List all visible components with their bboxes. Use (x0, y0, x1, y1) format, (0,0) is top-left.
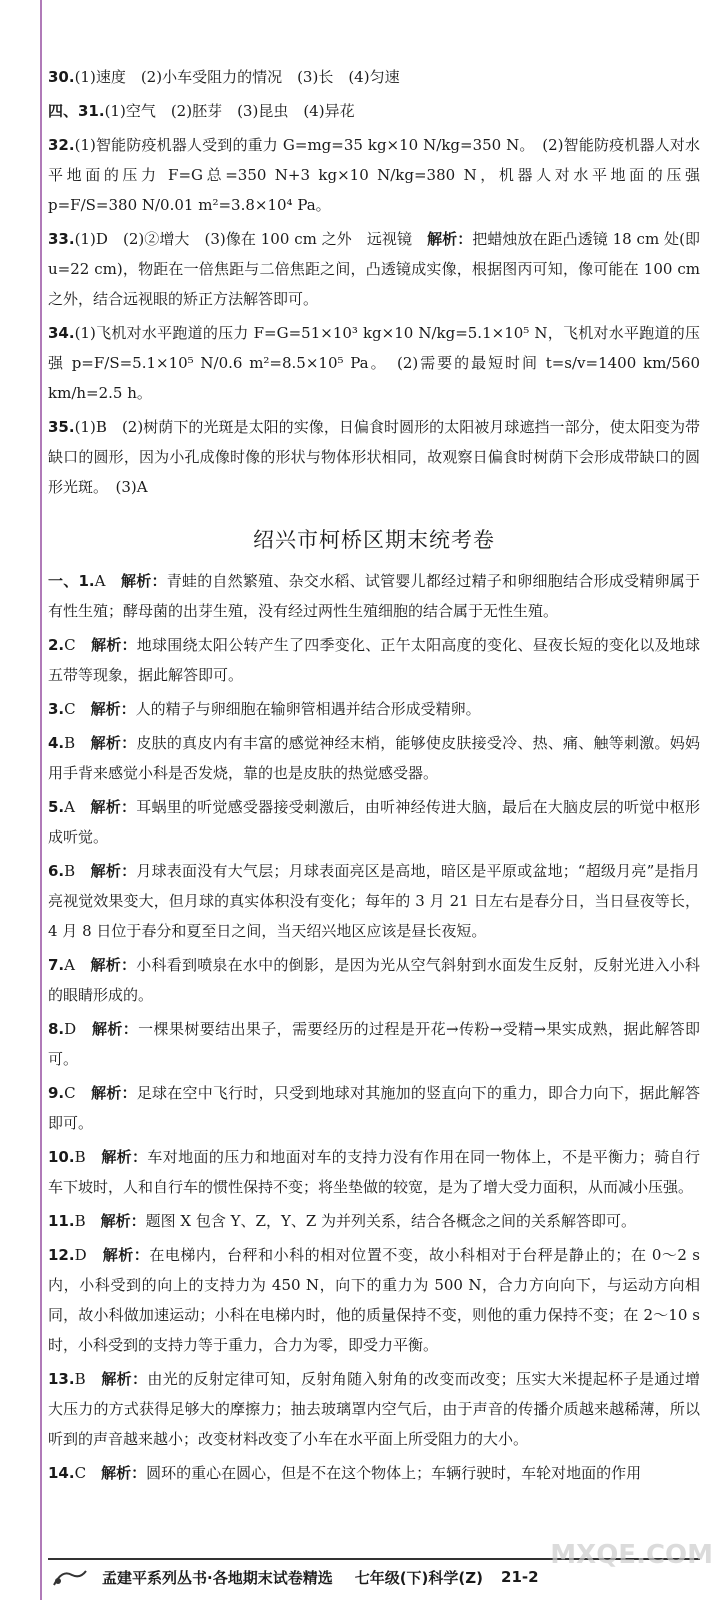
answer-item (48, 792, 700, 852)
answer-item (48, 728, 700, 788)
answer-choice: D (74, 1246, 87, 1264)
answer-item (48, 224, 700, 314)
answer-number: 2. (48, 636, 65, 654)
analysis-text: 把蜡烛放在距凸透镜 18 cm 处(即 u=22 cm)，物距在一倍焦距与二倍焦距之间，凸透镜成实像，根据图丙可知，像可能在 100 cm 之外，结合远视眼的矫正方法解答即可。 (48, 230, 700, 308)
answer-number: 5. (48, 798, 65, 816)
analysis-text: 小科看到喷泉在水中的倒影，是因为光从空气斜射到水面发生反射，反射光进入小科的眼睛形成的。 (48, 956, 700, 1004)
answer-item (48, 130, 700, 220)
analysis-label: 解析： (91, 1084, 137, 1102)
analysis-label: 解析： (90, 862, 137, 880)
answer-choice: B (74, 1148, 86, 1166)
analysis-text: 人的精子与卵细胞在输卵管相遇并结合形成受精卵。 (135, 700, 481, 718)
answer-number: 14. (48, 1464, 75, 1482)
answer-choice: B (74, 1370, 86, 1388)
answer-choice: A (64, 798, 75, 816)
answer-number: 12. (48, 1246, 75, 1264)
analysis-label: 解析： (120, 572, 167, 590)
answer-item (48, 1364, 700, 1454)
answer-item (48, 566, 700, 626)
answers-previous-exam (48, 62, 700, 502)
analysis-text: 圆环的重心在圆心，但是不在这个物体上；车辆行驶时，车轮对地面的作用 (146, 1464, 642, 1482)
answer-number: 四、31. (48, 102, 105, 120)
answer-item (48, 1078, 700, 1138)
analysis-label: 解析： (90, 700, 136, 718)
answer-choice: C (64, 1084, 76, 1102)
answer-choice: C (64, 636, 76, 654)
answer-choice: C (64, 700, 76, 718)
analysis-text: 足球在空中飞行时，只受到地球对其施加的竖直向下的重力，即合力向下，据此解答即可。 (48, 1084, 700, 1132)
answer-item (48, 694, 700, 724)
footer-series: 孟建平系列丛书·各地期末试卷精选 (102, 1568, 333, 1587)
answer-choice: D (64, 1020, 77, 1038)
analysis-text: 皮肤的真皮内有丰富的感觉神经末梢，能够使皮肤接受冷、热、痛、触等刺激。妈妈用手背来感觉小科是否发烧，靠的也是皮肤的热觉感受器。 (48, 734, 700, 782)
answer-number: 13. (48, 1370, 75, 1388)
answer-item (48, 856, 700, 946)
analysis-label: 解析： (102, 1246, 150, 1264)
answer-text: (1)智能防疫机器人受到的重力 G=mg=35 kg×10 N/kg=350 N。 (2)智能防疫机器人对水平地面的压力 F=G总=350 N+3 kg×10 N/kg=380 N，机器人对水平地面的压强 p=F/S=380 N/0.01 m²=3.8×10⁴ Pa。 (48, 136, 700, 214)
answer-text: (1)B (2)树荫下的光斑是太阳的实像，日偏食时圆形的太阳被月球遮挡一部分，使太阳变为带缺口的圆形，因为小孔成像时像的形状与物体形状相同，故观察日偏食时树荫下会形成带缺口的圆形光斑。 (3)A (48, 418, 700, 496)
analysis-label: 解析： (101, 1464, 147, 1482)
answer-number: 32. (48, 136, 75, 154)
answer-choice: C (74, 1464, 87, 1482)
answer-number: 6. (48, 862, 65, 880)
answer-number: 30. (48, 68, 75, 86)
answer-item (48, 96, 700, 126)
answer-item (48, 1014, 700, 1074)
answer-text: (1)速度 (2)小车受阻力的情况 (3)长 (4)匀速 (74, 68, 400, 86)
answer-choice: A (64, 956, 75, 974)
answer-number: 8. (48, 1020, 65, 1038)
answer-text: (1)空气 (2)胚芽 (3)昆虫 (4)异花 (104, 102, 355, 120)
analysis-label: 解析： (101, 1148, 148, 1166)
site-watermark: MXQE.COM (550, 1540, 713, 1570)
footer-page-number: 21-2 (501, 1568, 539, 1586)
analysis-text: 月球表面没有大气层；月球表面亮区是高地，暗区是平原或盆地；“超级月亮”是指月亮视觉效果变大，但月球的真实体积没有变化；每年的 3 月 21 日左右是春分日，当日昼夜等长，4 月 8 日位于春分和夏至日之间，当天绍兴地区应该是昼长夜短。 (48, 862, 700, 940)
answers-keqiao-exam (48, 566, 700, 1488)
answer-item (48, 318, 700, 408)
analysis-text: 青蛙的自然繁殖、杂交水稻、试管婴儿都经过精子和卵细胞结合形成受精卵属于有性生殖；酵母菌的出芽生殖，没有经过两性生殖细胞的结合属于无性生殖。 (48, 572, 700, 620)
answer-choice: A (94, 572, 106, 590)
answer-item (48, 630, 700, 690)
answer-item (48, 1142, 700, 1202)
answer-content (48, 62, 700, 1492)
answer-number: 11. (48, 1212, 75, 1230)
section-title: 绍兴市柯桥区期末统考卷 (253, 528, 495, 552)
analysis-text: 题图 X 包含 Y、Z，Y、Z 为并列关系，结合各概念之间的关系解答即可。 (145, 1212, 637, 1230)
analysis-text: 在电梯内，台秤和小科的相对位置不变，故小科相对于台秤是静止的；在 0～2 s 内，小科受到的向上的支持力为 450 N，向下的重力为 500 N，合力方向向下，与运动方向相同，故小科做加速运动；小科在电梯内时，他的质量保持不变，则他的重力保持不变；在 2～10 s 时，小科受到的支持力等于重力，合力为零，即受力平衡。 (48, 1246, 700, 1354)
answer-item (48, 412, 700, 502)
analysis-label: 解析： (90, 956, 137, 974)
answer-choice: B (64, 734, 76, 752)
answer-text: (1)飞机对水平跑道的压力 F=G=51×10³ kg×10 N/kg=5.1×10⁵ N，飞机对水平跑道的压强 p=F/S=5.1×10⁵ N/0.6 m²=8.5×10⁵ Pa。 (2)需要的最短时间 t=s/v=1400 km/560 km/h=2.5 h。 (48, 324, 700, 402)
analysis-text: 耳蜗里的听觉感受器接受刺激后，由听神经传进大脑，最后在大脑皮层的听觉中枢形成听觉。 (48, 798, 700, 846)
answer-item (48, 62, 700, 92)
answer-number: 3. (48, 700, 65, 718)
analysis-label: 解析： (100, 1212, 146, 1230)
answer-number: 35. (48, 418, 75, 436)
analysis-label: 解析： (90, 734, 137, 752)
answer-text: (1)D (2)②增大 (3)像在 100 cm 之外 远视镜 (74, 230, 428, 248)
answer-item (48, 1240, 700, 1360)
answer-number: 7. (48, 956, 65, 974)
analysis-label: 解析： (427, 230, 473, 248)
answer-choice: B (74, 1212, 86, 1230)
answer-number: 10. (48, 1148, 75, 1166)
answer-item (48, 1458, 700, 1488)
analysis-label: 解析： (91, 636, 137, 654)
analysis-text: 一棵果树要结出果子，需要经历的过程是开花→传粉→受精→果实成熟，据此解答即可。 (48, 1020, 700, 1068)
footer-subject: 七年级(下)科学(Z) (354, 1568, 484, 1587)
analysis-label: 解析： (91, 1020, 139, 1038)
analysis-label: 解析： (101, 1370, 148, 1388)
answer-number: 9. (48, 1084, 65, 1102)
analysis-text: 地球围绕太阳公转产生了四季变化、正午太阳高度的变化、昼夜长短的变化以及地球五带等现象，据此解答即可。 (48, 636, 700, 684)
binding-margin-line (40, 0, 42, 1600)
book-logo-icon (48, 1564, 92, 1590)
analysis-text: 车对地面的压力和地面对车的支持力没有作用在同一物体上，不是平衡力；骑自行车下坡时，人和自行车的惯性保持不变；将坐垫做的较宽，是为了增大受力面积，从而减小压强。 (48, 1148, 700, 1196)
answer-item (48, 950, 700, 1010)
answer-number: 34. (48, 324, 75, 342)
answer-choice: B (64, 862, 76, 880)
analysis-text: 由光的反射定律可知，反射角随入射角的改变而改变；压实大米提起杯子是通过增大压力的方式获得足够大的摩擦力；抽去玻璃罩内空气后，由于声音的传播介质越来越稀薄，所以听到的声音越来越小；改变材料改变了小车在水平面上所受阻力的大小。 (48, 1370, 700, 1448)
answer-number: 一、1. (48, 572, 95, 590)
analysis-label: 解析： (90, 798, 137, 816)
answer-item (48, 1206, 700, 1236)
answer-number: 33. (48, 230, 75, 248)
answer-number: 4. (48, 734, 65, 752)
